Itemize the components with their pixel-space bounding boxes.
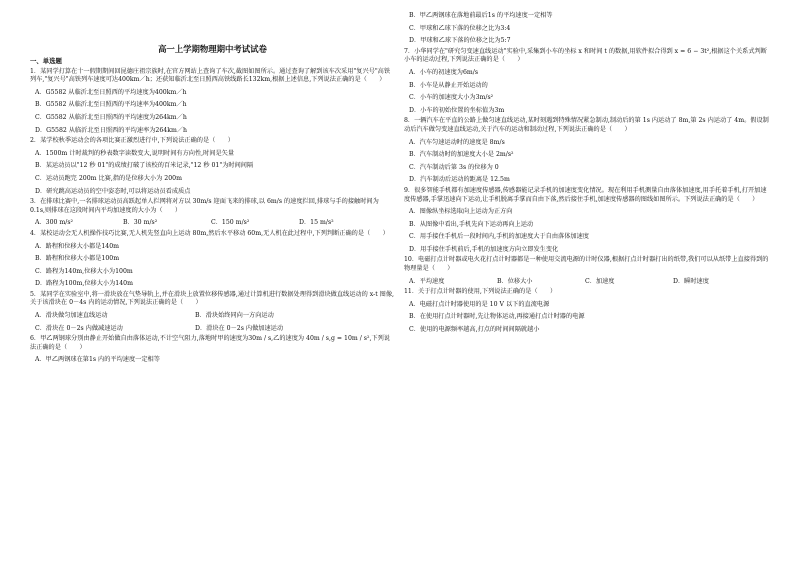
option-11c: C．使用的电源频率越高,打点的时间间隔就越小 [409, 326, 540, 334]
option-7b: B．小车是从静止开始运动的 [409, 81, 488, 89]
option-7c: C．小车的加速度大小为3m/s² [409, 94, 494, 102]
option-10a: A．平均速度 [409, 277, 445, 285]
question-7: 7．小华同学在"研究匀变速直线运动"实验中,采集到小车的坐标 x 和时间 t 的数据,用软件拟合得到 x = 6 − 3t²,根据这个关系式判断小车的运动过程,下列说法正确的是（ ） [404, 47, 767, 64]
option-1a: A．G5582 从临沂北至日照西的平均速度为400km／h [35, 88, 187, 96]
question-4: 4．某校运动会无人机操作技巧比赛,无人机先竖直向上运动 80m,然后水平移动 60m,无人机在此过程中,下列判断正确的是（ ） [30, 229, 389, 237]
question-9: 9．很多智能手机都有加速度传感器,传感器能记录手机的加速度变化情况。现在利用手机测量自由落体加速度,用手托着手机,打开加速度传感器,手掌迅速向下运动,让手机脱离手掌而自由下落,然后接住手机,加速度传感器的图线如图所示。下列说法正确的是（ ） [404, 186, 767, 203]
option-3a: A．300 m/s² [35, 219, 74, 227]
option-1d: D．G5582 从临沂北至日照西的平均速率为264km／h [35, 126, 188, 134]
option-1b: B．G5582 从临沂北至日照西的平均速率为400km／h [35, 101, 187, 109]
option-2d: D．研究跳高运动员的空中姿态时,可以将运动员看成质点 [35, 187, 191, 195]
option-8a: A．汽车匀速运动时的速度是 8m/s [409, 138, 505, 146]
right-column [404, 10, 769, 337]
question-3: 3．在排球比赛中,一名排球运动员高跃起单人拦网将对方以 30m/s 迎面飞来的排球,以 6m/s 的速度拦回,排球与手的接触时间为 0.1s,则排球在这段时间内平均加速度的大小为（ ） [30, 198, 379, 214]
option-7a: A．小车的初速度为6m/s [409, 68, 479, 76]
option-10b: B．位移大小 [497, 277, 533, 285]
option-7d: D．小车的初始位置的坐标值为3m [409, 106, 505, 114]
option-4c: C．路程为140m,位移大小为100m [35, 267, 133, 275]
question-6: 6．甲乙两钢球分别由静止开始做自由落体运动,不计空气阻力,落地时甲的速度为30m / s,乙的速度为 40m / s,g = 10m / s²,下列说法正确的是（ ） [30, 335, 390, 351]
option-8d: D．汽车制动后运动的距离是 12.5m [409, 176, 510, 184]
option-4b: B．路程和位移大小都是100m [35, 255, 120, 263]
option-5a: A．滑块做匀加速直线运动 [35, 312, 108, 320]
page-title: 高一上学期物理期中考试试卷 [158, 44, 267, 54]
option-3c: C．150 m/s² [211, 219, 250, 227]
options-5-row1 [35, 310, 395, 323]
options-10 [409, 276, 769, 289]
option-5b: B．滑块始终同向一方向运动 [195, 312, 274, 320]
option-9a: A．图像纵坐标选取向上运动为正方向 [409, 208, 513, 216]
option-9d: D．用手接住手机前后,手机的加速度方向立即发生变化 [409, 245, 559, 253]
option-6a: A．甲乙两钢球在第1s 内的平均速度一定相等 [35, 356, 160, 364]
option-5d: D．滑块在 0－2s 内做加速运动 [195, 324, 284, 332]
option-3d: D．15 m/s² [299, 219, 334, 227]
question-5: 5．某同学在实验室中,将一滑块放在气垫导轨上,并在滑块上放置位移传感器,通过计算机进行数据处理得到滑块做直线运动的 x-t 图像,关于该滑块在 0－4s 内的运动情况,下列说法正确的是（ ） [30, 290, 395, 307]
options-3 [35, 217, 395, 230]
option-4d: D．路程为100m,位移大小为140m [35, 280, 133, 288]
option-2c: C．运动员跑完 200m 比赛,指的是位移大小为 200m [35, 174, 182, 182]
option-3b: B．30 m/s² [123, 219, 158, 227]
option-5c: C．滑块在 0－2s 内做减速运动 [35, 324, 123, 332]
option-11b: B．在使用打点计时器时,先让物体运动,再接通打点计时器的电源 [409, 313, 585, 321]
question-8: 8．一辆汽车在平直的公路上做匀速直线运动,某时刻遇到特殊情况紧急制动,制动后的第 1s 内运动了 8m,第 2s 内运动了 4m。假设制动后汽车做匀变速直线运动,关于汽车的运动和制动过程,下列说法正确的是（ ） [404, 117, 769, 133]
option-8b: B．汽车制动时的加速度大小是 2m/s² [409, 151, 514, 159]
option-9b: B．从图像中看出,手机先向下运动再向上运动 [409, 220, 534, 228]
options-5-row2 [35, 323, 395, 336]
option-8c: C．汽车制动后第 3s 的位移为 0 [409, 163, 499, 171]
option-6b: B．甲乙两钢球在落地前最后1s 的平均速度一定相等 [409, 12, 553, 19]
option-1c: C．G5582 从临沂北至日照西的平均速度为264km／h [35, 113, 187, 121]
option-10c: C．加速度 [585, 277, 615, 285]
option-10d: D．瞬时速度 [673, 277, 709, 285]
option-11a: A．电磁打点计时器使用的是 10 V 以下的直流电源 [409, 300, 550, 308]
question-11: 11．关于打点计时器的使用,下列说法正确的是（ ） [404, 288, 557, 296]
option-6c: C．甲球和乙球下落的位移之比为3:4 [409, 24, 511, 32]
option-9c: C．用手接住手机后一段时间内,手机的加速度大于自由落体加速度 [409, 233, 589, 241]
option-2a: A．1500m 计时裁判的秒表数字读数变大,说明时间有方向性,时间是矢量 [35, 149, 235, 157]
question-1: 1．某同学打算在十一假期期间回昆德庄祖宗族时,在官方网站上查询了车次,截图如图所示。通过查询了解到该车次采用"复兴号"高铁列车,"复兴号"高铁列车速度可达400km／h；还获知临沂北至日照西高铁线路长132km,根据上述信息,下列说法正确的是（ ） [30, 67, 391, 84]
option-2b: B．某运动员以"12 秒 01"的成绩打破了该校的百米记录,"12 秒 01"为时间间隔 [35, 162, 254, 170]
option-4a: A．路程和位移大小都是140m [35, 242, 120, 250]
option-6d: D．甲球和乙球下落的位移之比为5:7 [409, 37, 511, 45]
question-10: 10．电磁打点计时器或电火花打点计时器都是一种使用交流电源的计时仪器,根据打点计时器打出的纸带,我们可以从纸带上直接得到的物理量是（ ） [404, 256, 769, 273]
question-2: 2．某学校秋季运动会的各项比赛正激烈进行中,下列说法正确的是（ ） [30, 137, 234, 145]
section-heading: 一、单选题 [30, 57, 62, 65]
left-column [30, 10, 395, 367]
